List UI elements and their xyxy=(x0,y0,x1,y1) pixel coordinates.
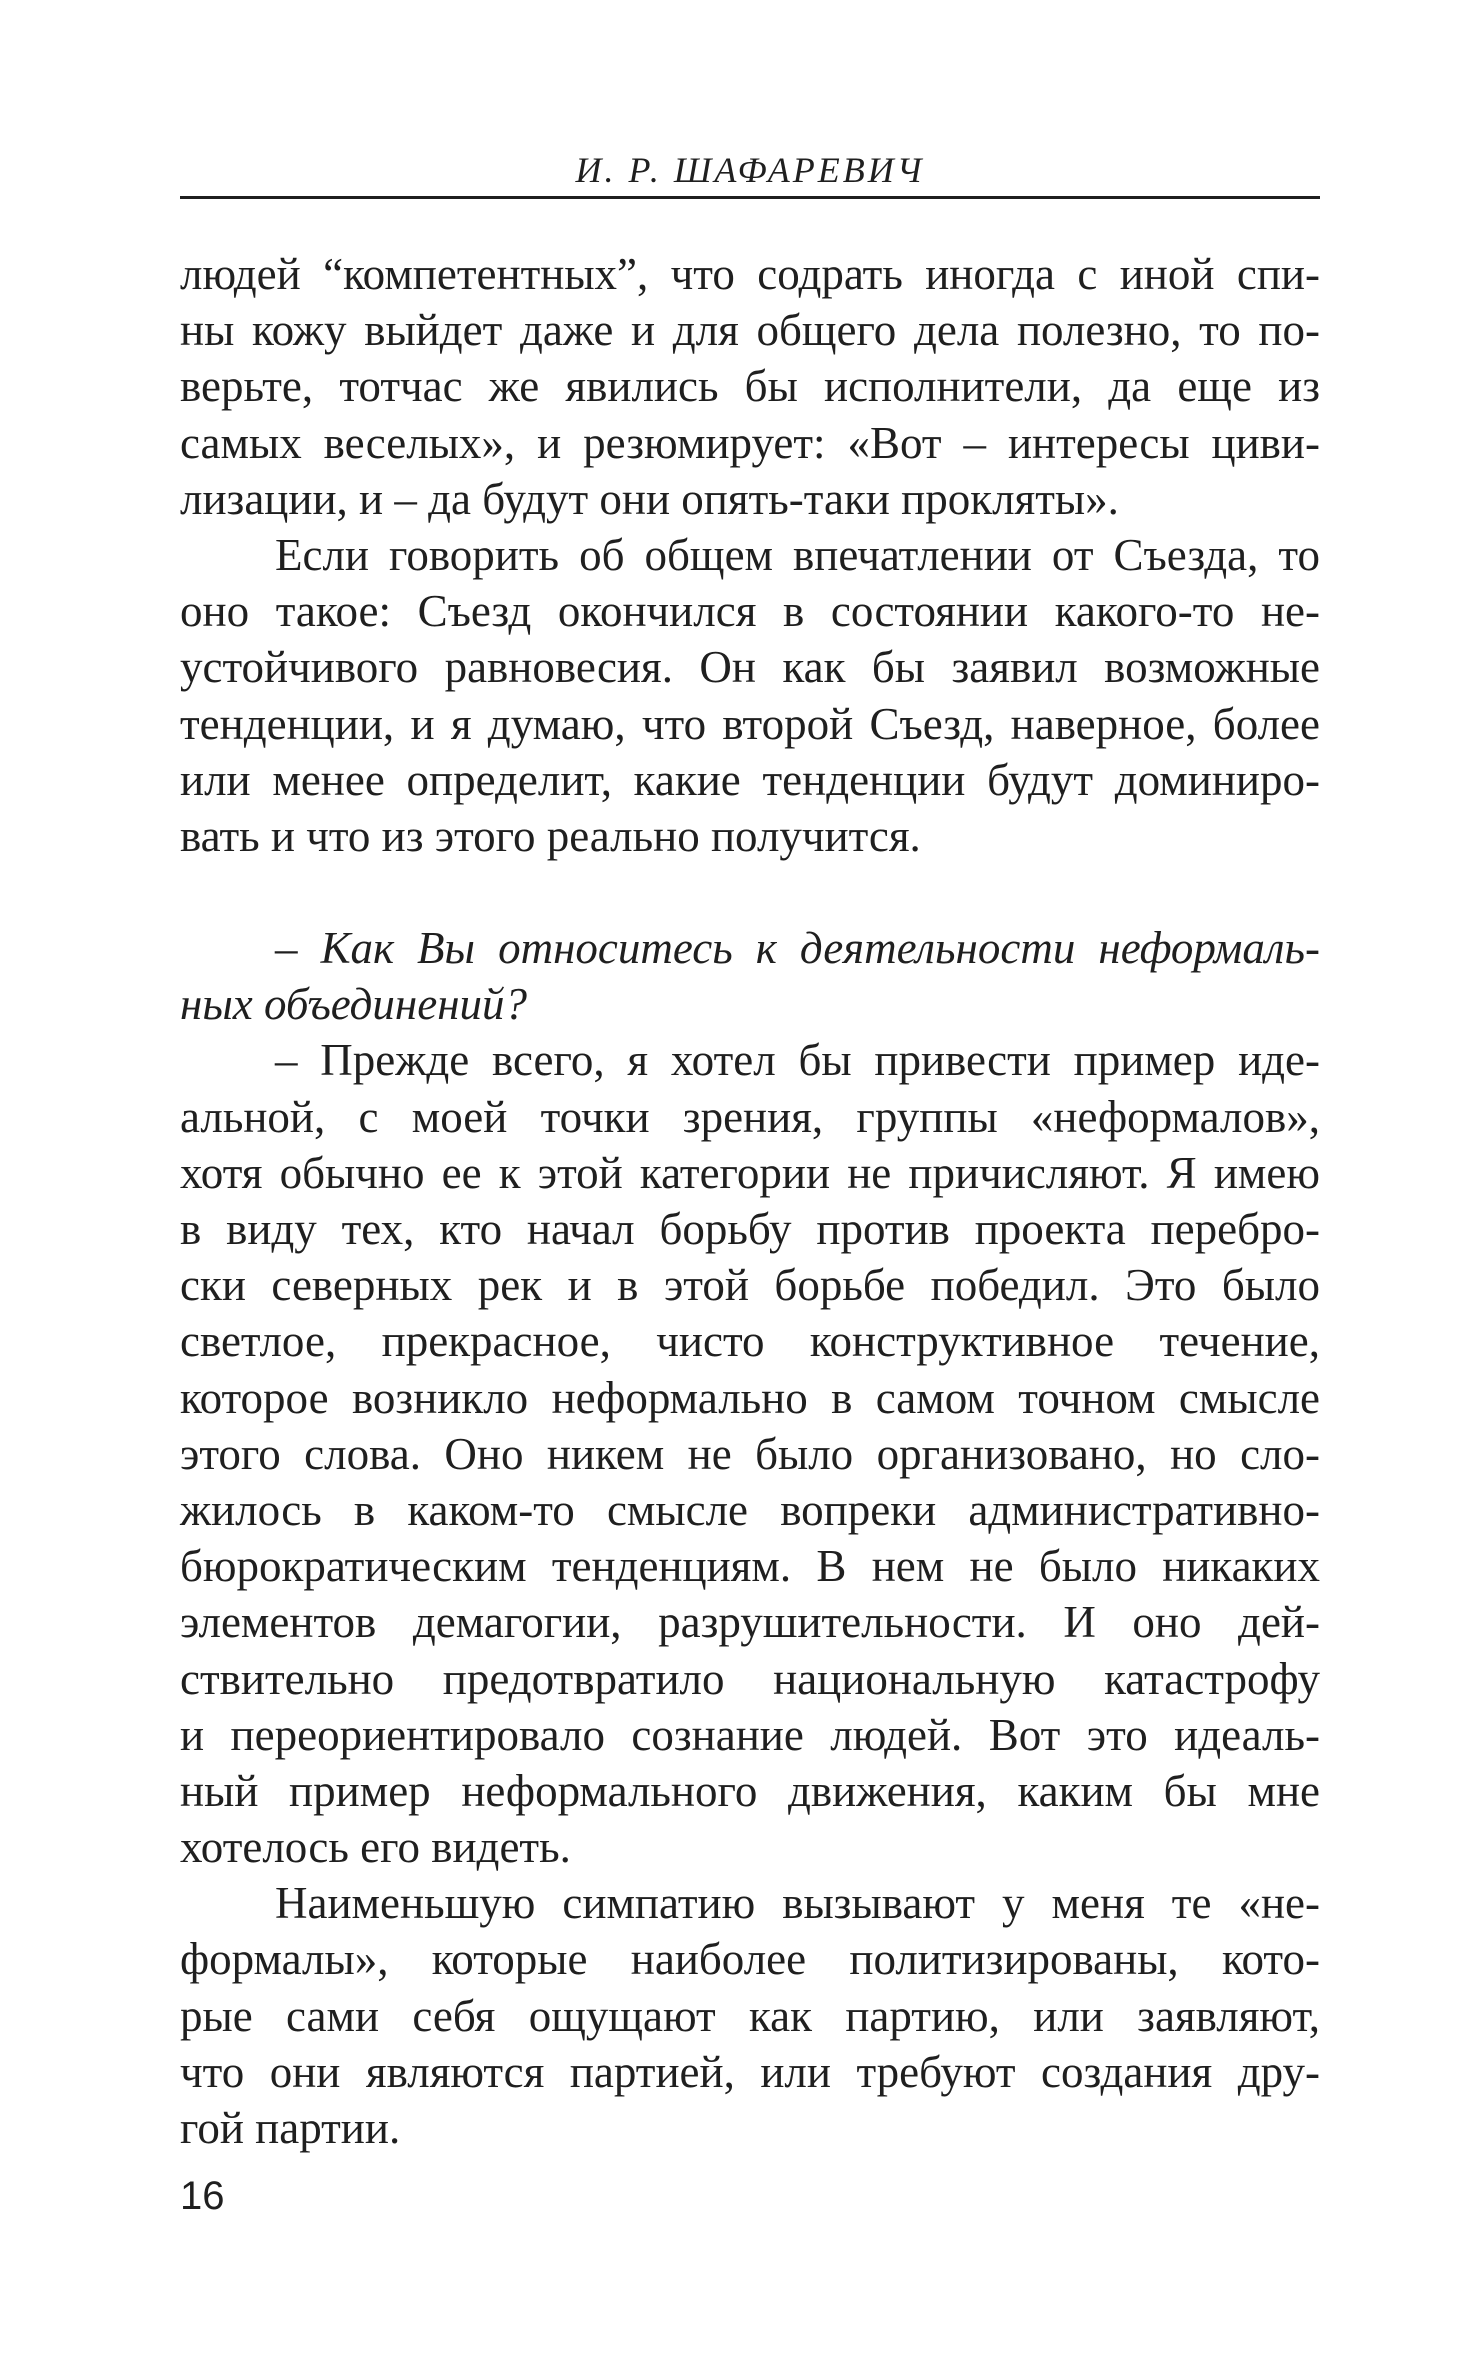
text-line: лизации, и – да будут они опять-таки прокляты». xyxy=(180,473,1119,524)
paragraph-congress-impression xyxy=(180,527,1320,864)
text-line: ски северных рек и в этой борьбе победил. Это было xyxy=(180,1260,1320,1311)
text-line: светлое, прекрасное, чисто конструктивное течение, xyxy=(180,1316,1320,1367)
text-line: формалы», которые наиболее политизированы, кото- xyxy=(180,1934,1320,1985)
text-line: или менее определит, какие тенденции будут доминиро- xyxy=(180,754,1320,805)
text-line: самых веселых», и резюмирует: «Вот – интересы циви- xyxy=(180,417,1320,468)
text-line: этого слова. Оно никем не было организовано, но сло- xyxy=(180,1428,1320,1479)
text-line: верьте, тотчас же явились бы исполнители, да еще из xyxy=(180,361,1320,412)
text-line: ный пример неформального движения, каким бы мне xyxy=(180,1765,1320,1816)
text-line: людей “компетентных”, что содрать иногда с иной спи- xyxy=(180,249,1320,299)
question-line: ных объединений? xyxy=(180,979,528,1030)
page-text xyxy=(180,246,1320,2156)
text-line: – Прежде всего, я хотел бы привести пример иде- xyxy=(275,1035,1320,1086)
text-line: тенденции, и я думаю, что второй Съезд, наверное, более xyxy=(180,698,1320,749)
text-line: оно такое: Съезд окончился в состоянии какого-то не- xyxy=(180,586,1320,637)
paragraph-continuation xyxy=(180,246,1320,527)
paragraph-politicized-informals xyxy=(180,1875,1320,2156)
text-line: что они являются партией, или требуют создания дру- xyxy=(180,2046,1320,2097)
running-head: И. Р. ШАФАРЕВИЧ xyxy=(575,150,925,190)
text-line: Если говорить об общем впечатлении от Съезда, то xyxy=(275,529,1320,580)
interview-question xyxy=(180,920,1320,1032)
text-line: элементов демагогии, разрушительности. И оно дей- xyxy=(180,1597,1320,1648)
text-line: хотя обычно ее к этой категории не причисляют. Я имею xyxy=(180,1147,1320,1198)
paragraph-answer xyxy=(180,1032,1320,1875)
section-gap xyxy=(180,864,1320,920)
text-line: бюрократическим тенденциям. В нем не было никаких xyxy=(180,1541,1320,1592)
page-number: 16 xyxy=(180,2174,225,2218)
text-line: ны кожу выйдет даже и для общего дела полезно, то по- xyxy=(180,305,1320,356)
text-line: вать и что из этого реально получится. xyxy=(180,810,921,861)
text-line: которое возникло неформально в самом точном смысле xyxy=(180,1372,1320,1423)
text-line: ствительно предотвратило национальную катастрофу xyxy=(180,1653,1320,1704)
header-rule xyxy=(180,196,1320,199)
text-line: Наименьшую симпатию вызывают у меня те «не- xyxy=(275,1878,1320,1929)
text-line: устойчивого равновесия. Он как бы заявил возможные xyxy=(180,642,1320,693)
text-line: рые сами себя ощущают как партию, или заявляют, xyxy=(180,1990,1320,2041)
text-line: жилось в каком-то смысле вопреки административно- xyxy=(180,1484,1320,1535)
text-line: хотелось его видеть. xyxy=(180,1822,571,1873)
text-line: и переориентировало сознание людей. Вот это идеаль- xyxy=(180,1709,1320,1760)
text-line: в виду тех, кто начал борьбу против проекта перебро- xyxy=(180,1204,1320,1254)
text-line: альной, с моей точки зрения, группы «неформалов», xyxy=(180,1091,1320,1142)
question-line: – Как Вы относитесь к деятельности неформаль- xyxy=(275,923,1320,974)
text-line: гой партии. xyxy=(180,2103,401,2153)
